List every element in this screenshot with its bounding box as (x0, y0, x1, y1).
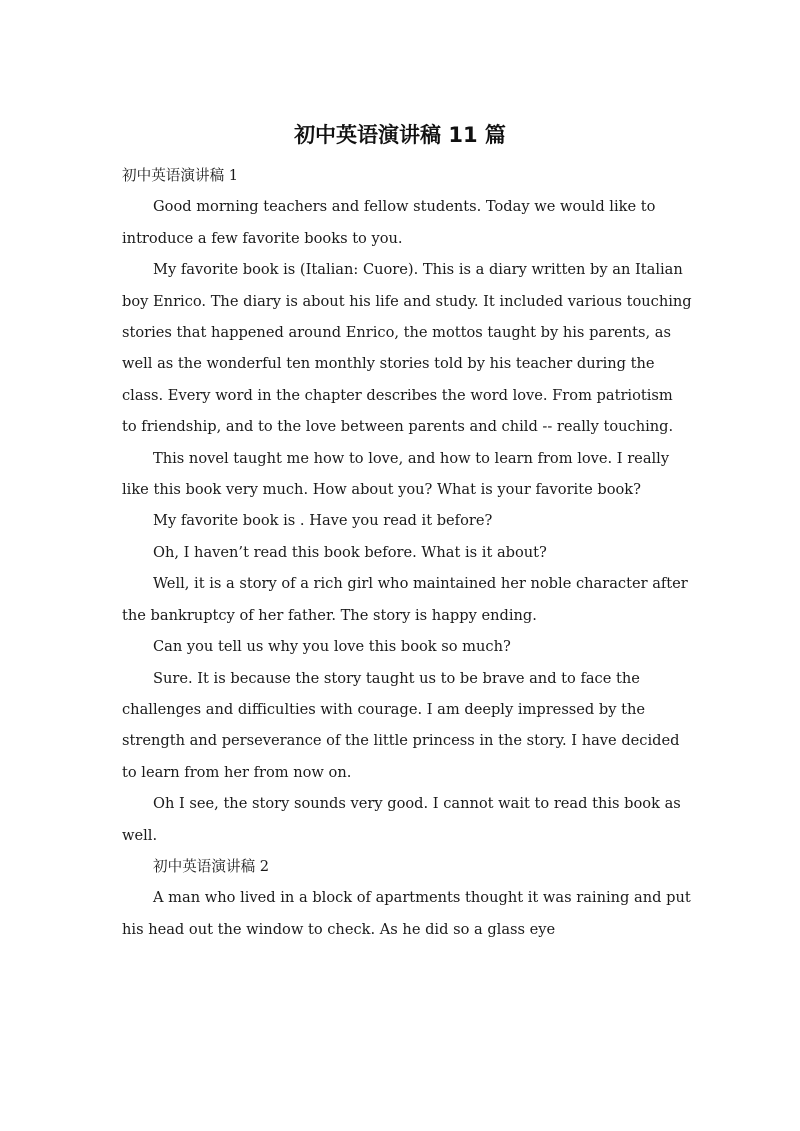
section-heading-1: 初中英语演讲稿 1 (122, 167, 239, 184)
paragraph: Sure. It is because the story taught us to be brave and to face the challenges and difficulties with courage. I am deeply impressed by the strength and perseverance of the little princess in the story. I have decided to learn from her from now on. (122, 669, 680, 781)
paragraph: Well, it is a story of a rich girl who maintained her noble character after the bankruptcy of her father. The story is happy ending. (122, 575, 688, 624)
paragraph: Oh I see, the story sounds very good. I cannot wait to read this book as well. (122, 795, 681, 844)
paragraph: My favorite book is . Have you read it before? (153, 512, 493, 530)
paragraph: Can you tell us why you love this book so much? (153, 638, 511, 656)
document-body (122, 160, 692, 945)
paragraph: Good morning teachers and fellow students. Today we would like to introduce a few favorite books to you. (122, 198, 656, 247)
paragraph: My favorite book is (Italian: Cuore). This is a diary written by an Italian boy Enrico. The diary is about his life and study. It included various touching stories that happened around Enrico, the mottos taught by his parents, as well as the wonderful ten monthly stories told by his teacher during the class. Every word in the chapter describes the word love. From patriotism to friendship, and to the love between parents and child -- really touching. (122, 261, 692, 436)
paragraph: A man who lived in a block of apartments thought it was raining and put his head out the window to check. As he did so a glass eye (122, 889, 691, 938)
paragraph: This novel taught me how to love, and how to learn from love. I really like this book very much. How about you? What is your favorite book? (122, 449, 670, 499)
section-heading-2: 初中英语演讲稿 2 (153, 857, 270, 875)
paragraph: Oh, I haven’t read this book before. What is it about? (153, 543, 547, 561)
document-title: 初中英语演讲稿 11 篇 (294, 123, 506, 147)
